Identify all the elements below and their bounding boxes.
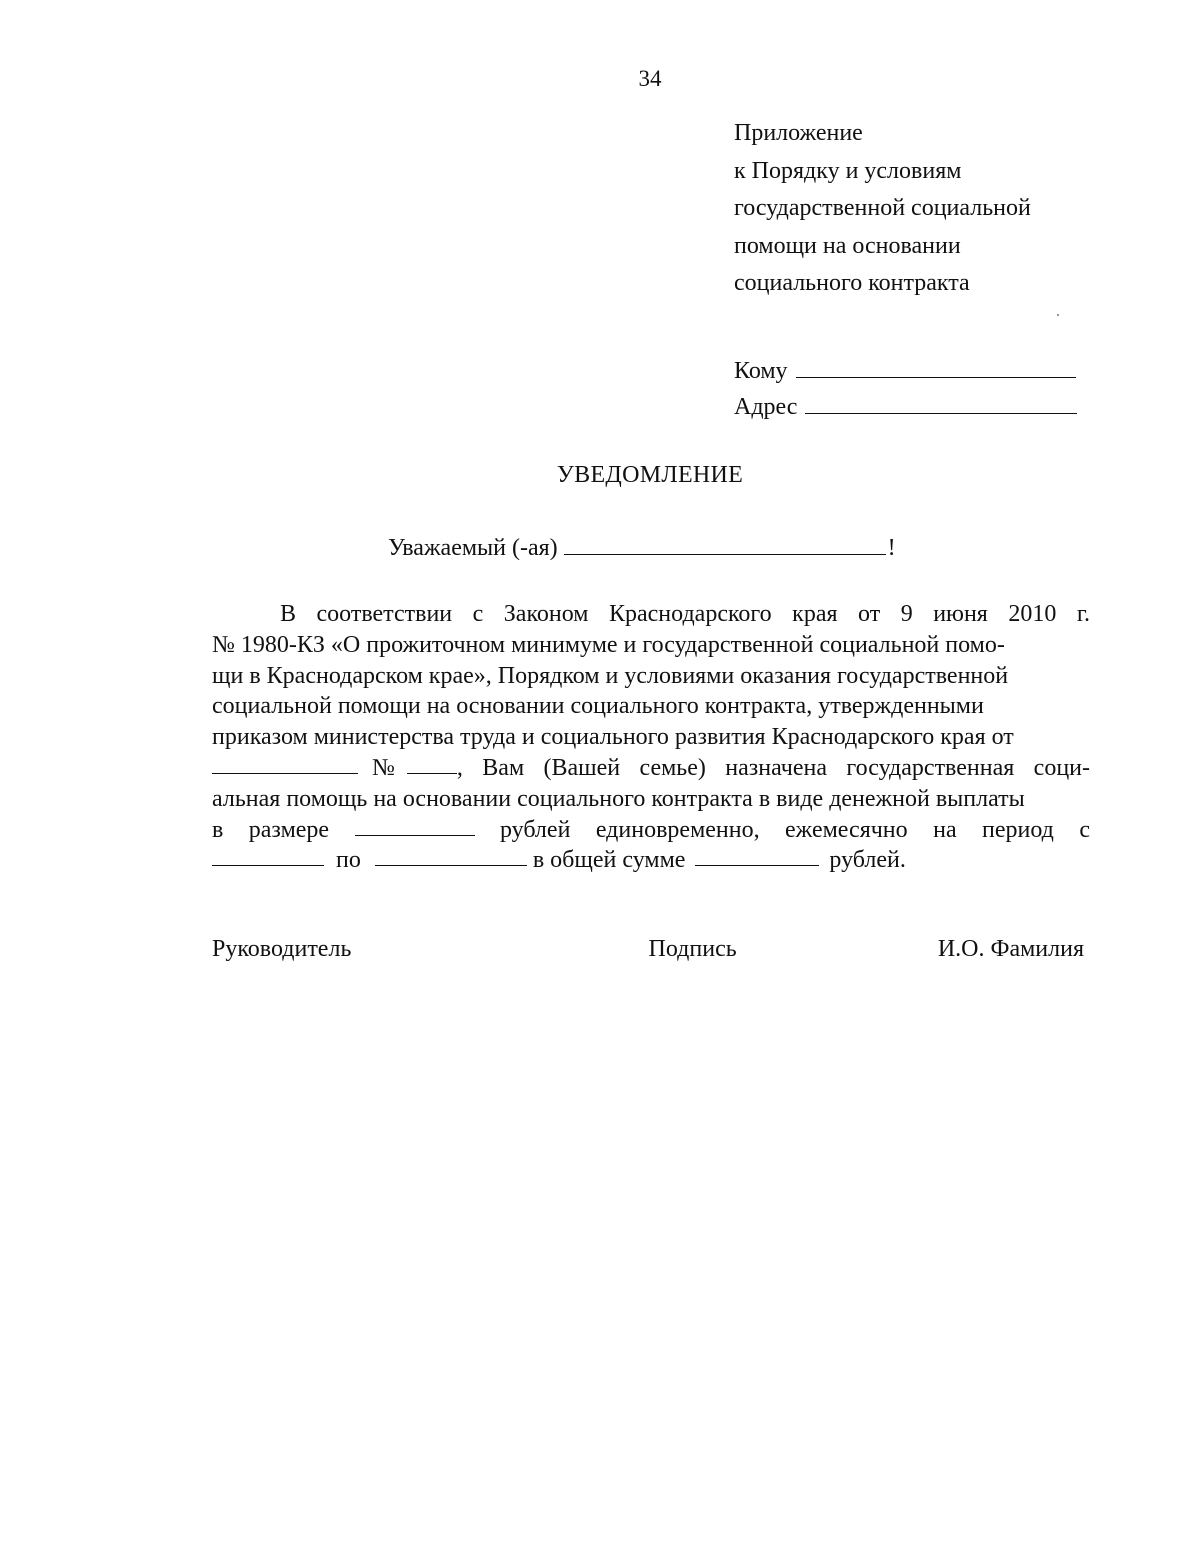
word: В <box>280 601 297 627</box>
appendix-line: социального контракта <box>734 270 970 296</box>
word: июня <box>933 601 988 627</box>
word: соответствии <box>316 601 453 627</box>
word: в <box>212 816 224 843</box>
body-line-5 <box>212 722 1090 753</box>
word: ежемесячно <box>785 816 908 843</box>
page-number: 34 <box>638 66 662 91</box>
word: рублей. <box>829 847 906 874</box>
word: период <box>982 816 1054 843</box>
body-line-3 <box>212 661 1090 692</box>
recipient-address-row <box>734 391 1077 427</box>
recipient-address-blank[interactable] <box>805 391 1077 414</box>
head-label: Руководитель <box>212 936 352 962</box>
recipient-address-label: Адрес <box>734 394 798 420</box>
total-amount-blank[interactable] <box>695 845 819 866</box>
word: Краснодарского <box>608 601 772 627</box>
salutation-suffix: ! <box>887 535 896 561</box>
word: с <box>472 601 484 627</box>
order-date-blank[interactable] <box>212 753 358 774</box>
recipient-to-row <box>734 355 1077 391</box>
recipient-block <box>734 355 1077 427</box>
word: единовременно, <box>595 816 760 843</box>
signature-label: Подпись <box>648 936 737 962</box>
signature-row <box>212 936 1084 963</box>
word: Законом <box>503 601 589 627</box>
appendix-line: Приложение <box>734 120 863 146</box>
word: от <box>858 601 881 627</box>
word: рублей <box>499 816 571 843</box>
salutation-prefix: Уважаемый (-ая) <box>388 535 558 561</box>
appendix-header <box>734 115 1031 303</box>
word: г. <box>1076 601 1090 627</box>
body-line-9 <box>212 845 1090 876</box>
word: на <box>933 816 957 843</box>
amount-blank[interactable] <box>355 815 475 836</box>
number-sign: № <box>372 754 395 781</box>
word: 9 <box>900 601 913 627</box>
word: с <box>1079 816 1090 843</box>
period-start-blank[interactable] <box>212 845 324 866</box>
body-line-text: социальной помощи на основании социального контракта, утвержденными <box>212 693 984 720</box>
word: размере <box>248 816 330 843</box>
salutation-name-blank[interactable] <box>564 532 886 555</box>
appendix-line: помощи на основании <box>734 232 961 259</box>
appendix-line: к Порядку и условиям <box>734 157 962 184</box>
body-line-text: щи в Краснодарском крае», Порядком и условиями оказания государственной <box>212 662 1009 689</box>
body-line-7 <box>212 784 1090 815</box>
recipient-to-label: Кому <box>734 358 788 384</box>
document-title: УВЕДОМЛЕНИЕ <box>556 462 744 488</box>
body-line-text: № 1980-КЗ «О прожиточном минимуме и государственной социальной помо- <box>212 631 1005 658</box>
body-line-4 <box>212 691 1090 722</box>
period-end-blank[interactable] <box>375 845 527 866</box>
notice-body <box>212 599 1090 876</box>
body-line-text: приказом министерства труда и социального развития Краснодарского края от <box>212 724 1014 751</box>
body-line-text: альная помощь на основании социального контракта в виде денежной выплаты <box>212 785 1025 812</box>
order-number-blank[interactable] <box>407 753 457 774</box>
body-line-2 <box>212 630 1090 661</box>
scan-speck <box>1057 314 1059 316</box>
name-label: И.О. Фамилия <box>937 936 1084 962</box>
appendix-line: государственной социальной <box>734 195 1031 221</box>
body-line-8 <box>212 815 1090 846</box>
word: по <box>336 847 361 874</box>
word: в общей сумме <box>532 847 686 874</box>
recipient-to-blank[interactable] <box>796 355 1076 378</box>
body-line-6 <box>212 753 1090 784</box>
salutation <box>388 532 896 562</box>
body-line-1 <box>212 599 1090 630</box>
word: 2010 <box>1008 601 1057 627</box>
body-line-text: , Вам (Вашей семье) назначена государственная соци- <box>456 754 1090 781</box>
word: края <box>792 601 838 627</box>
